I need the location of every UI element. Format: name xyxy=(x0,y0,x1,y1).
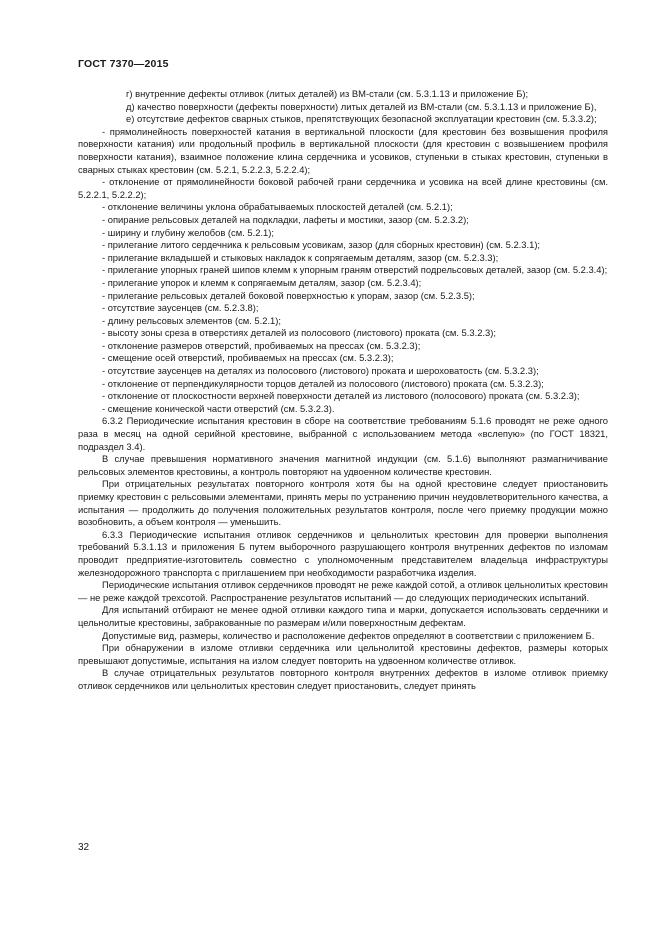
page-number: 32 xyxy=(78,842,90,853)
list-item: - ширину и глубину желобов (см. 5.2.1); xyxy=(102,226,274,238)
list-item: - прилегание упорных граней шипов клемм к упорным граням отверстий подрельсовых деталей, зазор (см. 5.2.3.4); xyxy=(102,264,608,276)
list-item: - смещение осей отверстий, пробиваемых на прессах (см. 5.3.2.3); xyxy=(102,352,394,364)
document-header: ГОСТ 7370—2015 xyxy=(78,58,169,70)
list-item: - прямолинейность поверхностей катания в вертикальной плоскости (для крестовин без возвышения профиля поверхности катания) или продольный профиль в вертикальной плоскости (для крестовин с возвышением профиля поверхности катания), взаимное положение клина сердечника и усовиков, ступеньки в стыках крестовин, ступеньки в сварных стыках крестовин (см. 5.2.1, 5.2.2.3, 5.2.2.4); xyxy=(78,125,608,175)
paragraph: В случае отрицательных результатов повторного контроля внутренних дефектов в изломе отливок приемку отливок сердечников или цельнолитых крестовин следует приостановить, следует принять xyxy=(78,667,608,691)
section-paragraph-6-3-3: 6.3.3 Периодические испытания отливок сердечников и цельнолитых крестовин для проверки выполнения требований 5.3.1.13 и приложения Б путем выборочного разрушающего контроля внутренних дефектов по изломам проводит предприятие-изготовитель совместно с уполномоченным представителем владельца инфраструктуры железнодорожного транспорта с приглашением при необходимости разработчика изделия. xyxy=(78,528,608,578)
paragraph-item-d: д) качество поверхности (дефекты поверхности) литых деталей из ВМ-стали (см. 5.3.1.13 и приложение Б), xyxy=(126,100,597,112)
paragraph: Для испытаний отбирают не менее одной отливки каждого типа и марки, допускается использовать сердечники и цельнолитые крестовины, забракованные по размерам и/или поверхностным дефектам. xyxy=(78,604,608,628)
paragraph: Допустимые вид, размеры, количество и расположение дефектов определяют в соответствии с приложением Б. xyxy=(102,629,595,641)
document-body xyxy=(78,88,608,693)
list-item: - высоту зоны среза в отверстиях деталей из полосового (листового) проката (см. 5.3.2.3); xyxy=(102,327,496,339)
list-item: - прилегание вкладышей и стыковых накладок к сопрягаемым деталям, зазор (см. 5.2.3.3); xyxy=(102,251,499,263)
list-item: - прилегание литого сердечника к рельсовым усовикам, зазор (для сборных крестовин) (см. 5.2.3.1); xyxy=(102,239,541,251)
list-item: - отклонение от плоскостности верхней поверхности деталей из листового (полосового) проката (см. 5.3.2.3); xyxy=(102,390,580,402)
section-paragraph-6-3-2: 6.3.2 Периодические испытания крестовин в сборе на соответствие требованиям 5.1.6 проводят не реже одного раза в месяц на одной серийной крестовине, выбранной с использованием метода «вслепую» (по ГОСТ 18321, подраздел 3.4). xyxy=(78,415,608,452)
list-item: - прилегание упорок и клемм к сопрягаемым деталям, зазор (см. 5.2.3.4); xyxy=(102,276,422,288)
list-item: - отклонение от перпендикулярности торцов деталей из полосового (листового) проката (см. 5.3.2.3); xyxy=(102,377,544,389)
list-item: - смещение конической части отверстий (см. 5.3.2.3). xyxy=(102,402,335,414)
paragraph: При отрицательных результатах повторного контроля хотя бы на одной крестовине следует приостановить приемку крестовин с рельсовыми элементами, принять меры по устранению причин неудовлетворительного качества, а испытания — продолжить до получения положительных результатов контроля, после чего приемку продукции можно возобновить, а объем контроля — уменьшить. xyxy=(78,478,608,528)
list-item: - отклонение размеров отверстий, пробиваемых на прессах (см. 5.3.2.3); xyxy=(102,339,421,351)
paragraph-item-g: г) внутренние дефекты отливок (литых деталей) из ВМ-стали (см. 5.3.1.13 и приложение Б); xyxy=(126,88,529,99)
paragraph-item-e: е) отсутствие дефектов сварных стыков, препятствующих безопасной эксплуатации крестовин (см. 5.3.3.2); xyxy=(126,113,597,125)
paragraph: При обнаружении в изломе отливки сердечника или цельнолитой крестовины дефектов, размеры которых превышают допустимые, испытания на излом следует повторить на удвоенном количестве отливок. xyxy=(78,642,608,666)
list-item: - отсутствие заусенцев (см. 5.2.3.8); xyxy=(102,302,259,314)
list-item: - отсутствие заусенцев на деталях из полосового (листового) проката и шероховатость (см. 5.3.2.3); xyxy=(102,365,539,377)
list-item: - длину рельсовых элементов (см. 5.2.1); xyxy=(102,314,281,326)
paragraph: В случае превышения нормативного значения магнитной индукции (см. 5.1.6) выполняют размагничивание рельсовых элементов крестовины, а контроль повторяют на удвоенном количестве крестовин. xyxy=(78,453,608,477)
list-item: - прилегание рельсовых деталей боковой поверхностью к упорам, зазор (см. 5.2.3.5); xyxy=(102,289,475,301)
list-item: - отклонение от прямолинейности боковой рабочей грани сердечника и усовика на всей длине крестовины (см. 5.2.2.1, 5.2.2.2); xyxy=(78,176,608,200)
list-item: - отклонение величины уклона обрабатываемых плоскостей деталей (см. 5.2.1); xyxy=(102,201,453,213)
list-item: - опирание рельсовых деталей на подкладки, лафеты и мостики, зазор (см. 5.2.3.2); xyxy=(102,213,469,225)
paragraph: Периодические испытания отливок сердечников проводят не реже каждой сотой, а отливок цельнолитых крестовин — не реже каждой трехсотой. Распространение результатов испытаний — до следующих периодических испытаний. xyxy=(78,579,608,603)
